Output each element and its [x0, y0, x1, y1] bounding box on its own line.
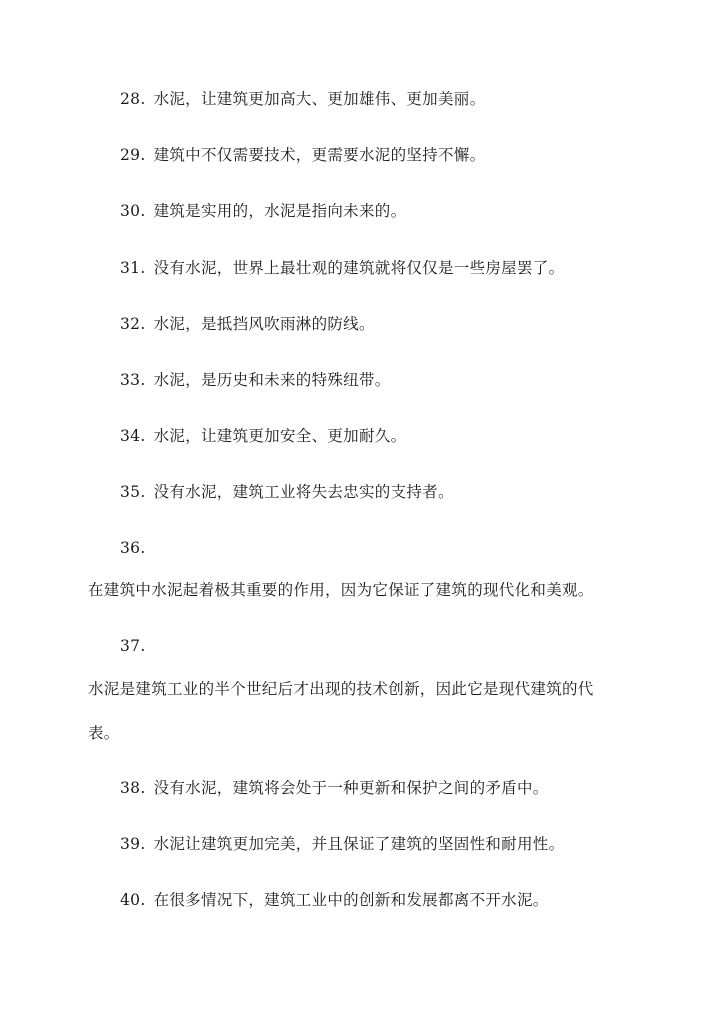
- item-text: 建筑中不仅需要技术，更需要水泥的坚持不懈。: [153, 146, 486, 164]
- item-text: 在建筑中水泥起着极其重要的作用，因为它保证了建筑的现代化和美观。: [88, 581, 594, 599]
- list-item: [120, 778, 549, 798]
- item-number: 28.: [120, 90, 146, 108]
- item-text-line-2: 表。: [88, 724, 120, 742]
- item-number: 29.: [120, 146, 146, 164]
- item-number: 35.: [120, 483, 146, 501]
- item-text: 建筑是实用的，水泥是指向未来的。: [153, 202, 407, 220]
- item-text: 水泥，让建筑更加高大、更加雄伟、更加美丽。: [153, 90, 486, 108]
- item-number: 30.: [120, 202, 146, 220]
- item-number: 34.: [120, 427, 146, 445]
- list-item: [120, 890, 549, 910]
- list-item: [120, 482, 454, 502]
- item-text: 在很多情况下，建筑工业中的创新和发展都离不开水泥。: [153, 891, 549, 909]
- list-item: [120, 89, 485, 109]
- list-item: [120, 201, 406, 221]
- list-item: [120, 370, 391, 390]
- item-number: 32.: [120, 315, 146, 333]
- list-item: [120, 426, 406, 446]
- item-text: 水泥，让建筑更加安全、更加耐久。: [153, 427, 407, 445]
- item-text: 水泥让建筑更加完美，并且保证了建筑的坚固性和耐用性。: [153, 835, 565, 853]
- item-text: 没有水泥，建筑将会处于一种更新和保护之间的矛盾中。: [153, 779, 549, 797]
- list-item: [120, 314, 375, 334]
- item-text: 水泥，是抵挡风吹雨淋的防线。: [153, 315, 375, 333]
- item-number: 33.: [120, 371, 146, 389]
- item-text-line-1: 水泥是建筑工业的半个世纪后才出现的技术创新，因此它是现代建筑的代: [88, 680, 594, 698]
- item-number: 37.: [120, 637, 146, 655]
- item-number: 39.: [120, 835, 146, 853]
- item-number: 38.: [120, 779, 146, 797]
- list-item: [120, 145, 485, 165]
- list-item: [120, 258, 564, 278]
- item-text: 没有水泥，世界上最壮观的建筑就将仅仅是一些房屋罢了。: [153, 259, 565, 277]
- item-text: 水泥，是历史和未来的特殊纽带。: [153, 371, 391, 389]
- item-number: 31.: [120, 259, 146, 277]
- item-text: 没有水泥，建筑工业将失去忠实的支持者。: [153, 483, 454, 501]
- list-item: [120, 834, 564, 854]
- item-number: 40.: [120, 891, 146, 909]
- item-number: 36.: [120, 539, 146, 557]
